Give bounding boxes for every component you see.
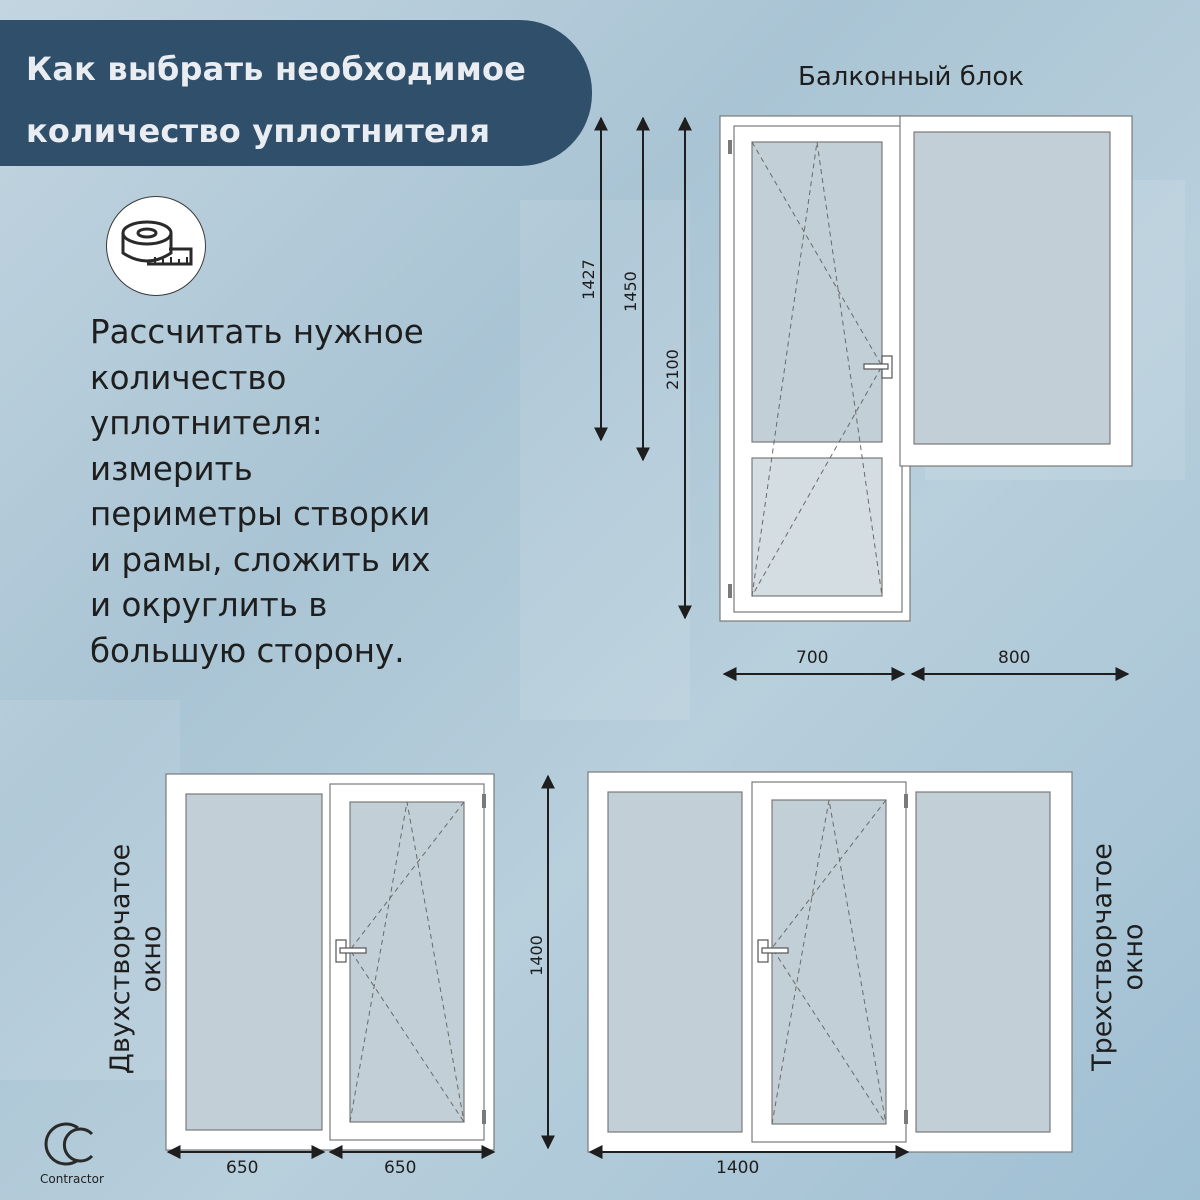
instruction-line: большую сторону.: [90, 631, 405, 670]
three-sash-label-line-1: Трехстворчатое: [1087, 843, 1118, 1071]
dim-label-650-right: 650: [384, 1158, 417, 1178]
hinge-icon: [904, 794, 908, 808]
instruction-line: измерить: [90, 449, 253, 488]
contractor-logo-icon: [46, 1124, 92, 1164]
dim-label-800: 800: [998, 648, 1031, 668]
balcony-handle-lever: [864, 364, 888, 369]
balcony-door-glass: [752, 142, 882, 442]
three-sash-label-line-2: окно: [1118, 923, 1149, 991]
two-sash-handle-lever: [340, 948, 366, 953]
dim-label-650-left: 650: [226, 1158, 259, 1178]
two-sash-label-line-1: Двухстворчатое: [105, 843, 136, 1075]
instruction-line: и округлить в: [90, 586, 328, 624]
balcony-window-glass: [914, 132, 1110, 444]
two-sash-window-label: [105, 839, 175, 1079]
dim-label-700: 700: [796, 648, 829, 668]
three-sash-left-glass: [608, 792, 742, 1132]
balcony-block-title: Балконный блок: [798, 62, 1024, 92]
title-line-1: Как выбрать необходимое: [26, 50, 527, 88]
hinge-icon: [728, 140, 732, 154]
balcony-door-panel: [752, 458, 882, 596]
three-sash-opening-glass: [772, 800, 886, 1124]
dim-label-1427: 1427: [578, 259, 598, 300]
hinge-icon: [904, 1110, 908, 1124]
instruction-line: Рассчитать нужное: [90, 313, 424, 351]
two-sash-label-line-2: окно: [136, 925, 167, 993]
instruction-line: количество: [90, 358, 287, 397]
instruction-line: и рамы, сложить их: [90, 540, 431, 579]
dim-label-1400-width: 1400: [716, 1158, 760, 1178]
dim-label-2100: 2100: [662, 349, 682, 390]
three-sash-window-label: [1087, 837, 1157, 1077]
hinge-icon: [728, 584, 732, 598]
title-line-2: количество уплотнителя: [26, 112, 491, 150]
two-sash-opening-glass: [350, 802, 464, 1122]
contractor-logo-text: Contractor: [40, 1172, 104, 1186]
three-sash-handle-lever: [762, 948, 788, 953]
two-sash-fixed-glass: [186, 794, 322, 1130]
hinge-icon: [482, 794, 486, 808]
three-sash-right-glass: [916, 792, 1050, 1132]
hinge-icon: [482, 1110, 486, 1124]
instruction-line: периметры створки: [90, 495, 431, 533]
instruction-line: уплотнителя:: [90, 404, 323, 442]
dim-label-1400-height: 1400: [526, 935, 546, 976]
dim-label-1450: 1450: [620, 271, 640, 312]
